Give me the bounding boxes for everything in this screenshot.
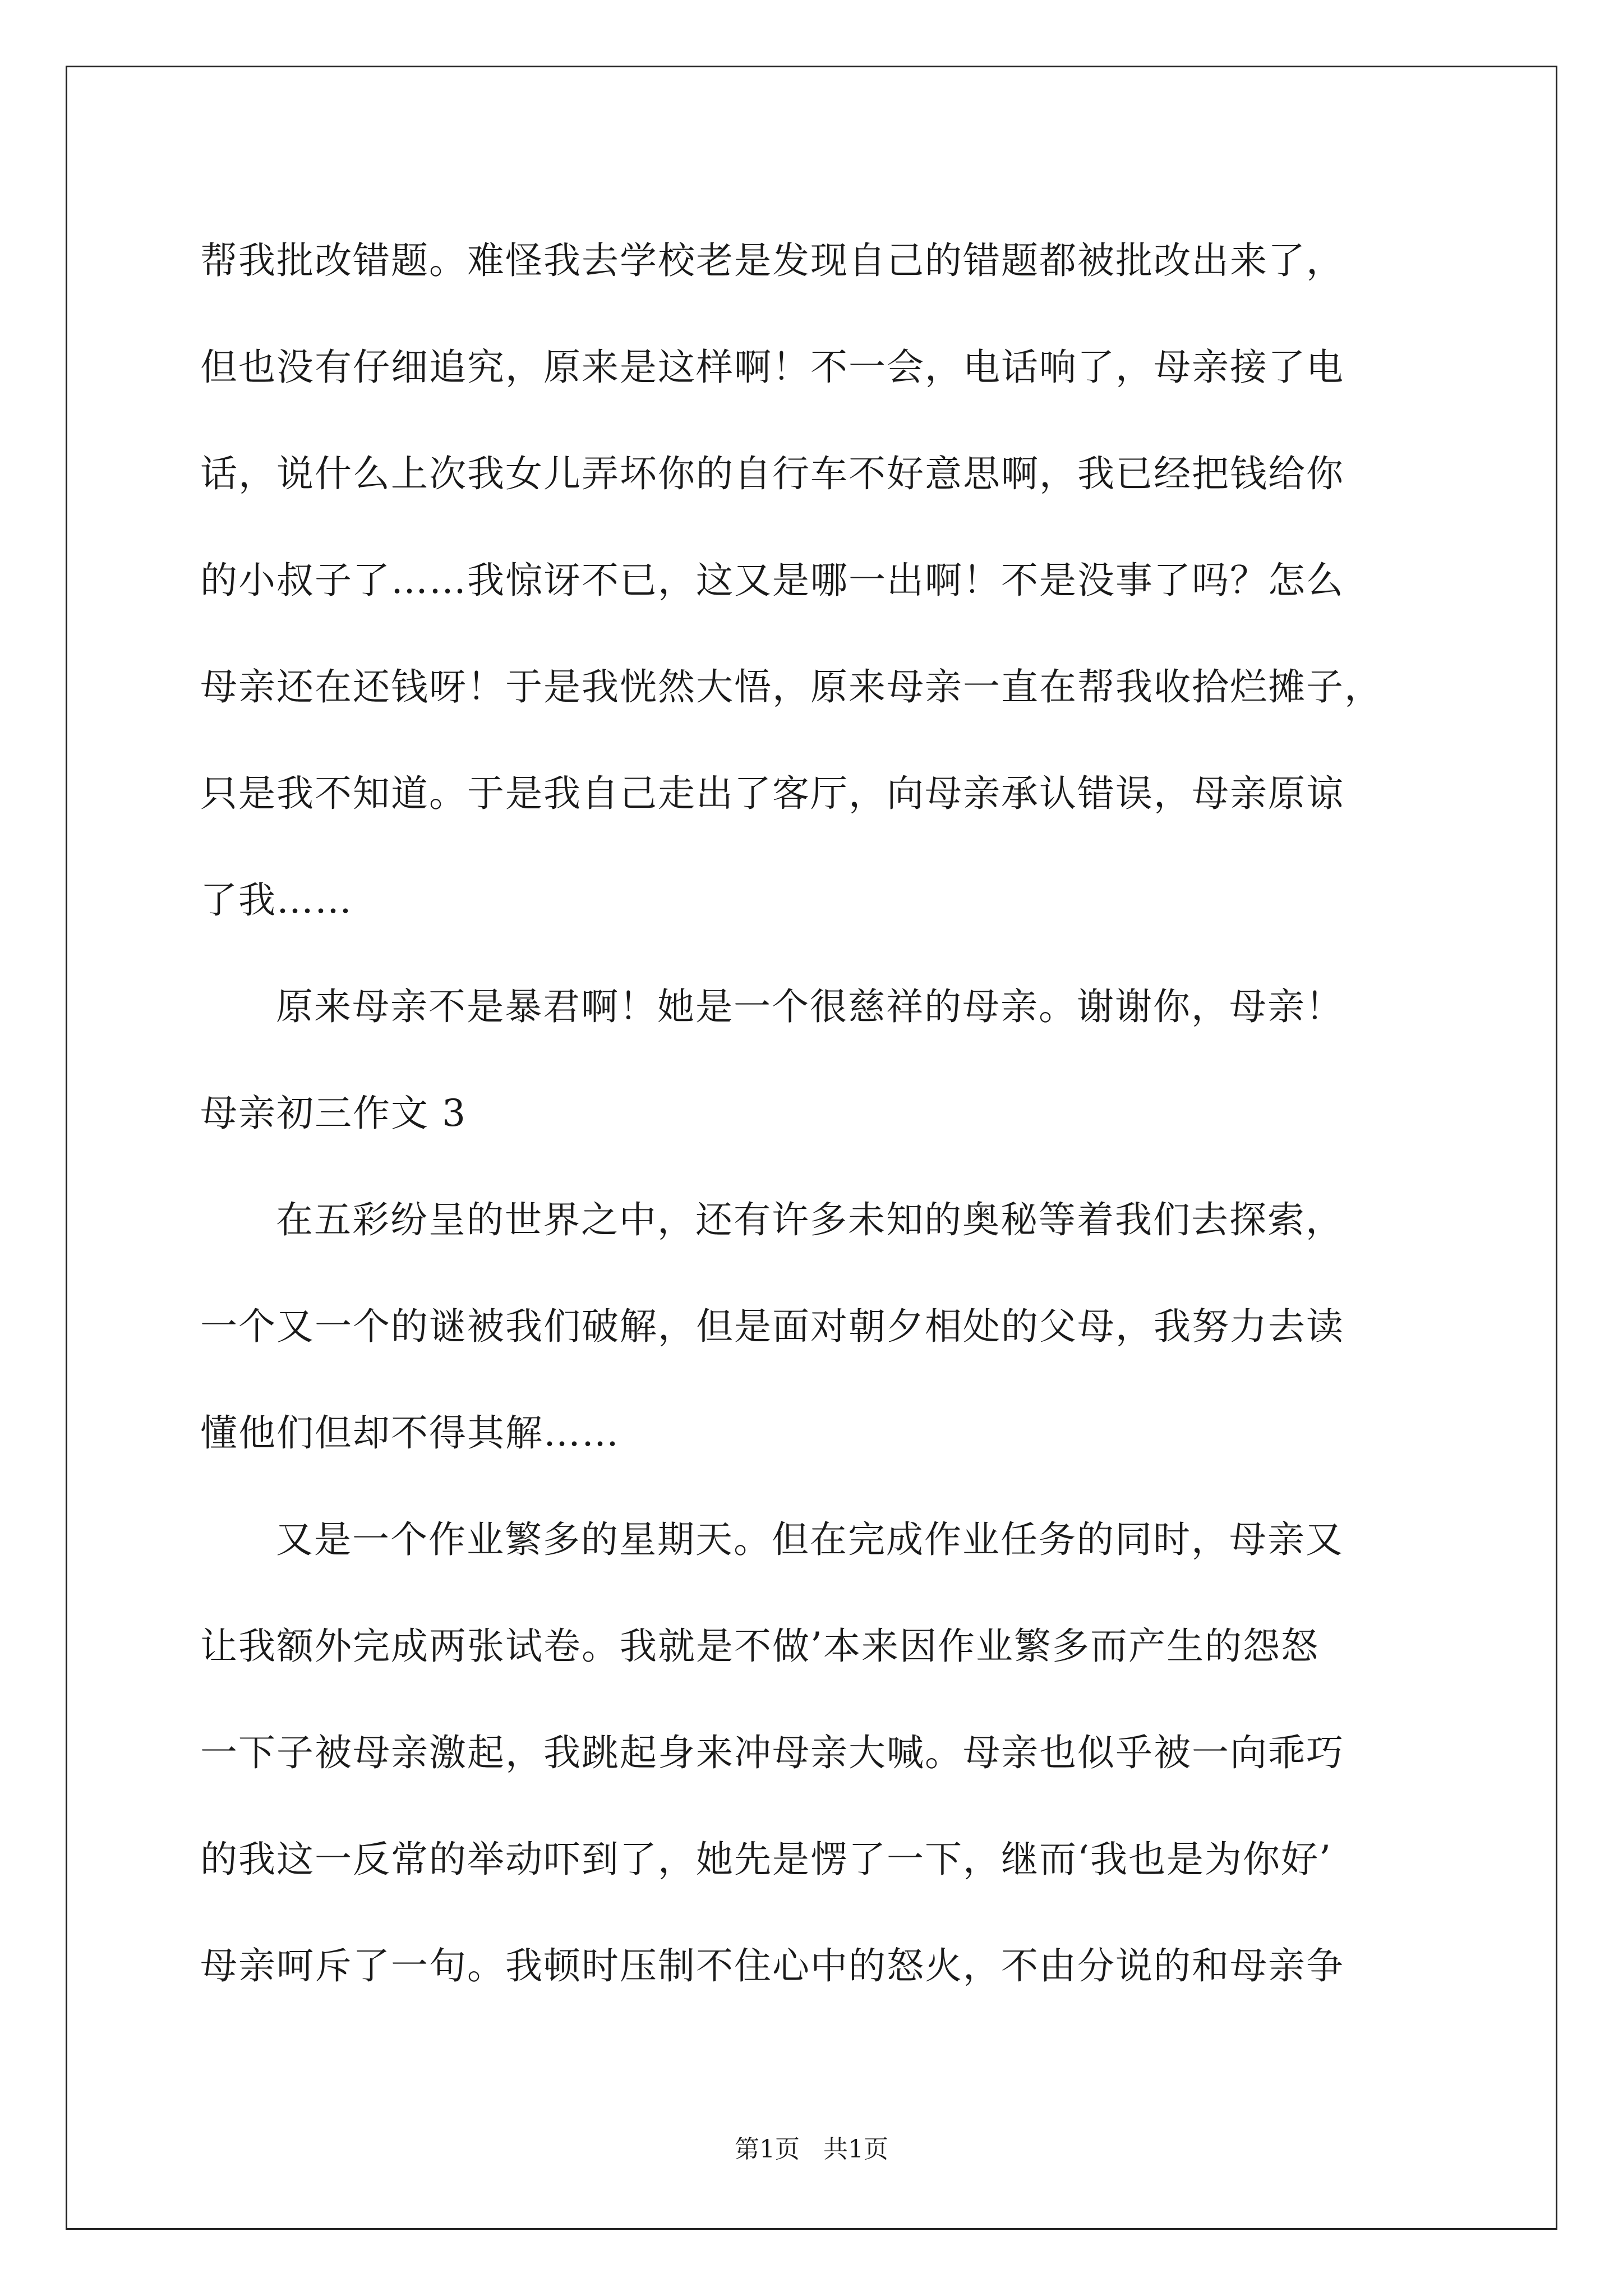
section-heading: 母亲初三作文 3 (200, 1092, 467, 1135)
text-line: 一下子被母亲激起，我跳起身来冲母亲大喊。母亲也似乎被一向乖巧 (200, 1731, 1344, 1774)
page-footer: 第1页 共1页 (735, 2135, 888, 2164)
document-body (200, 208, 1456, 2019)
text-line: 一个又一个的谜被我们破解，但是面对朝夕相处的父母，我努力去读 (200, 1305, 1344, 1348)
text-line: 母亲呵斥了一句。我顿时压制不住心中的怒火，不由分说的和母亲争 (200, 1944, 1344, 1987)
text-line: 母亲还在还钱呀！于是我恍然大悟，原来母亲一直在帮我收拾烂摊子， (200, 665, 1382, 708)
paragraph-start-line: 在五彩纷呈的世界之中，还有许多未知的奥秘等着我们去探索， (276, 1198, 1344, 1241)
text-line: 的我这一反常的举动吓到了，她先是愣了一下，继而‘我也是为你好’ (200, 1838, 1332, 1881)
text-line: 只是我不知道。于是我自己走出了客厅，向母亲承认错误，母亲原谅 (200, 772, 1344, 815)
text-line: 懂他们但却不得其解…… (200, 1411, 620, 1455)
paragraph-start-line: 又是一个作业繁多的星期天。但在完成作业任务的同时，母亲又 (276, 1518, 1344, 1561)
text-line: 让我额外完成两张试卷。我就是不做’本来因作业繁多而产生的怨怒 (200, 1625, 1319, 1668)
text-line: 但也没有仔细追究，原来是这样啊！不一会，电话响了，母亲接了电 (200, 346, 1344, 389)
text-line: 帮我批改错题。难怪我去学校老是发现自己的错题都被批改出来了， (200, 239, 1344, 282)
text-line: 的小叔子了……我惊讶不已，这又是哪一出啊！不是没事了吗？怎么 (200, 559, 1344, 602)
text-line: 了我…… (200, 878, 353, 922)
paragraph-start-line: 原来母亲不是暴君啊！她是一个很慈祥的母亲。谢谢你，母亲！ (276, 985, 1344, 1028)
text-line: 话，说什么上次我女儿弄坏你的自行车不好意思啊，我已经把钱给你 (200, 452, 1344, 495)
